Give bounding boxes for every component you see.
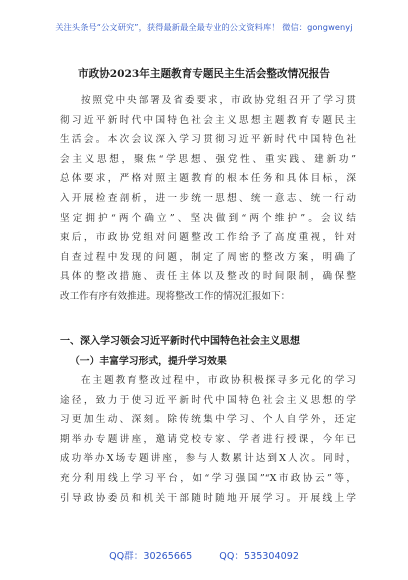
- qq-group-number: 30265665: [143, 551, 193, 562]
- paragraph-line: 在主题教育整改过程中，市政协积极探寻多元化的学习: [81, 375, 356, 386]
- paragraph-line: 按照党中央部署及省委要求，市政协党组召开了学习贯: [81, 95, 356, 106]
- paragraph-line: 充分利用线上学习平台，如“学习强国”“X市政协云”等，: [60, 472, 356, 484]
- paragraph-line: 生活会。本次会议深入学习贯彻习近平新时代中国特色社: [60, 134, 356, 146]
- paragraph-line: 总体要求，严格对照主题教育的根本任务和具体目标，深: [60, 173, 356, 185]
- intro-paragraph: [60, 91, 356, 307]
- paragraph-line: 入开展检查剖析，进一步统一思想、统一意志、统一行动: [60, 192, 356, 204]
- paragraph-line: 坚定拥护“两个确立”、坚决做到“两个维护”。会议结: [60, 212, 356, 224]
- section-heading: 一、深入学习领会习近平新时代中国特色社会主义思想: [60, 336, 300, 347]
- paragraph-line: 彻习近平新时代中国特色社会主义思想主题教育专题民主: [60, 114, 356, 126]
- paragraph-line: 期举办专题讲座，邀请党校专家、学者进行授课，今年已: [60, 433, 356, 445]
- paragraph-line: 习更加生动、深刻。除传统集中学习、个人自学外，还定: [60, 414, 356, 426]
- qq-group-label: QQ群：: [109, 551, 144, 562]
- paragraph-line: 束后，市政协党组对问题整改工作给予了高度重视，针对: [60, 232, 356, 244]
- document-title: 市政协2023年主题教育专题民主生活会整改情况报告: [78, 68, 330, 80]
- paragraph-line: 自查过程中发现的问题，制定了周密的整改方案，明确了: [60, 251, 356, 263]
- paragraph-line: 具体的整改措施、责任主体以及整改的时间限制，确保整: [60, 271, 356, 283]
- paragraph-line: 途径，致力于使习近平新时代中国特色社会主义思想的学: [60, 394, 356, 406]
- paragraph-line: 改工作有序有效推进。现将整改工作的情况汇报如下：: [60, 290, 291, 302]
- subsection-heading: （一）丰富学习形式，提升学习效果: [70, 356, 227, 367]
- qq-label: QQ：: [219, 551, 244, 562]
- header-banner: 关注头条号“公文研究”，获得最新最全最专业的公文资料库！ 微信：gongwenyj: [55, 22, 353, 32]
- paragraph-line: 成功举办X场专题讲座，参与人数累计达到X人次。同时，: [60, 453, 356, 465]
- paragraph-line: 引导政协委员和机关干部随时随地开展学习。开展线上学: [60, 492, 356, 504]
- qq-info: [219, 551, 299, 562]
- footer-contact: [0, 548, 408, 562]
- qq-group-info: [109, 551, 192, 562]
- paragraph-line: 会主义思想，聚焦“学思想、强党性、重实践、建新功”: [60, 153, 356, 165]
- qq-number: 535304092: [243, 551, 299, 562]
- body-paragraph: [60, 371, 356, 508]
